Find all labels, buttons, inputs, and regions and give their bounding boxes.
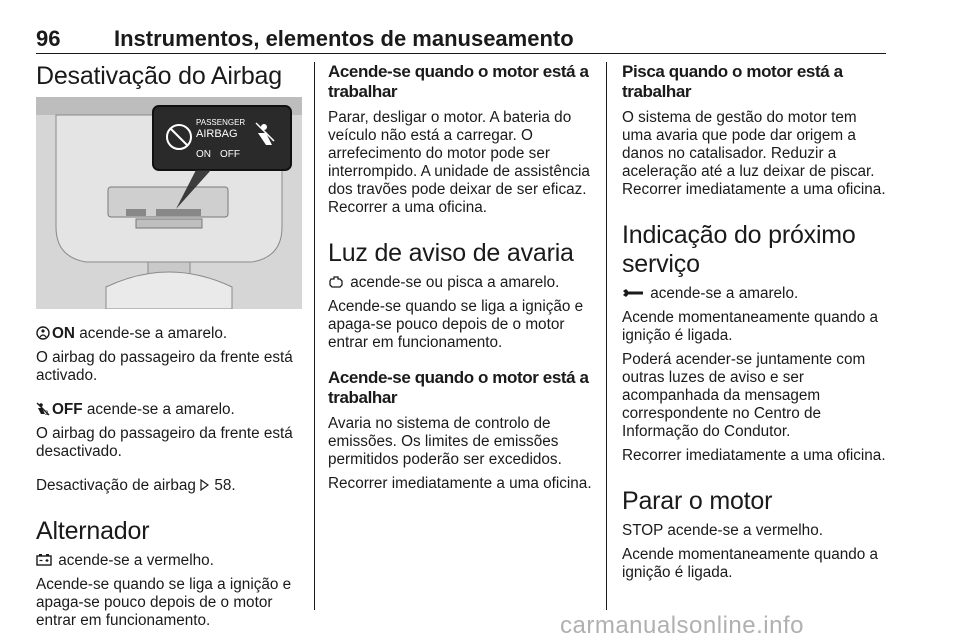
panel-text-airbag: AIRBAG <box>196 128 238 140</box>
section-heading-airbag: Desativação do Airbag <box>36 62 282 90</box>
column-divider-1 <box>314 62 315 610</box>
subheading-flashing-engine-running: Pisca quando o motor está a trabalhar <box>622 62 843 101</box>
airbag-off-icon <box>36 402 50 416</box>
section-heading-malfunction: Luz de aviso de avaria <box>328 239 574 267</box>
alternator-text: acende-se a vermelho. <box>54 552 214 569</box>
panel-text-off: OFF <box>220 149 240 160</box>
malfunction-lamp-description: Acende-se quando se liga a ignição e apaga-se pouco depois de o motor entrar em funcionamento. <box>328 298 584 351</box>
airbag-panel-figure <box>36 97 302 309</box>
panel-text-passenger: PASSENGER <box>196 118 246 127</box>
running-head-title: Instrumentos, elementos de manuseamento <box>114 26 574 51</box>
service-description-3: Recorrer imediatamente a uma oficina. <box>622 447 886 464</box>
malfunction-lamp-line <box>328 274 594 292</box>
service-description-2: Poderá acender-se juntamente com outras luzes de aviso e ser acompanhada da mensagem correspondente no Centro de Informação do Condutor. <box>622 351 866 440</box>
service-description-1: Acende momentaneamente quando a ignição é ligada. <box>622 309 878 344</box>
airbag-reference[interactable] <box>36 477 302 495</box>
reference-text: Desactivação de airbag <box>36 477 201 494</box>
wrench-icon <box>622 286 644 300</box>
stop-description: Acende momentaneamente quando a ignição é ligada. <box>622 546 878 581</box>
malfunction-lamp-text: acende-se ou pisca a amarelo. <box>346 274 560 291</box>
column-2 <box>328 62 594 499</box>
airbag-panel-illustration <box>36 97 302 309</box>
service-indicator-line <box>622 285 890 303</box>
airbag-on-icon <box>36 326 50 340</box>
watermark: carmanualsonline.info <box>560 612 804 639</box>
column-3 <box>622 62 890 588</box>
engine-running-advice: Recorrer imediatamente a uma oficina. <box>328 475 592 492</box>
panel-text-on: ON <box>196 149 211 160</box>
airbag-on-line <box>36 325 302 343</box>
service-indicator-text: acende-se a amarelo. <box>646 285 799 302</box>
section-heading-alternator: Alternador <box>36 517 150 545</box>
engine-running-description-1: Parar, desligar o motor. A bateria do veículo não está a carregar. O arrefecimento do motor pode ser interrompido. A unidade de assistência dos travões pode deixar de ser eficaz. Recorrer a uma oficina. <box>328 109 590 216</box>
page-header <box>36 26 886 52</box>
airbag-on-text: acende-se a amarelo. <box>74 325 228 342</box>
page-number: 96 <box>36 26 61 51</box>
svg-text:2: 2 <box>45 411 49 416</box>
subheading-engine-running-1: Acende-se quando o motor está a trabalhar <box>328 62 589 101</box>
airbag-on-description: O airbag do passageiro da frente está activado. <box>36 349 293 384</box>
column-1 <box>36 62 302 636</box>
header-rule <box>36 53 886 54</box>
airbag-off-description: O airbag do passageiro da frente está desactivado. <box>36 425 293 460</box>
alternator-description: Acende-se quando se liga a ignição e apaga-se pouco depois de o motor entrar em funcionamento. <box>36 576 292 629</box>
engine-running-description-2: Avaria no sistema de controlo de emissões. Os limites de emissões permitidos poderão ser excedidos. <box>328 415 562 468</box>
flashing-description: O sistema de gestão do motor tem uma avaria que pode dar origem a danos no catalisador. Reduzir a aceleração até a luz deixar de piscar. Recorrer imediatamente a uma oficina. <box>622 109 886 198</box>
alternator-line <box>36 552 302 570</box>
stop-indicator-line: STOP acende-se a vermelho. <box>622 522 823 539</box>
engine-malfunction-icon <box>328 275 344 289</box>
section-heading-stop-engine: Parar o motor <box>622 487 773 515</box>
airbag-off-line <box>36 401 302 419</box>
subheading-engine-running-2: Acende-se quando o motor está a trabalhar <box>328 368 589 407</box>
airbag-off-label: OFF <box>52 401 83 418</box>
airbag-off-text: acende-se a amarelo. <box>82 401 235 418</box>
airbag-on-label: ON <box>52 325 75 342</box>
column-divider-2 <box>606 62 607 610</box>
reference-page: 58. <box>210 477 236 494</box>
page-reference-arrow-icon <box>200 479 210 491</box>
section-heading-service: Indicação do próximo serviço <box>622 221 856 278</box>
battery-icon <box>36 553 52 567</box>
